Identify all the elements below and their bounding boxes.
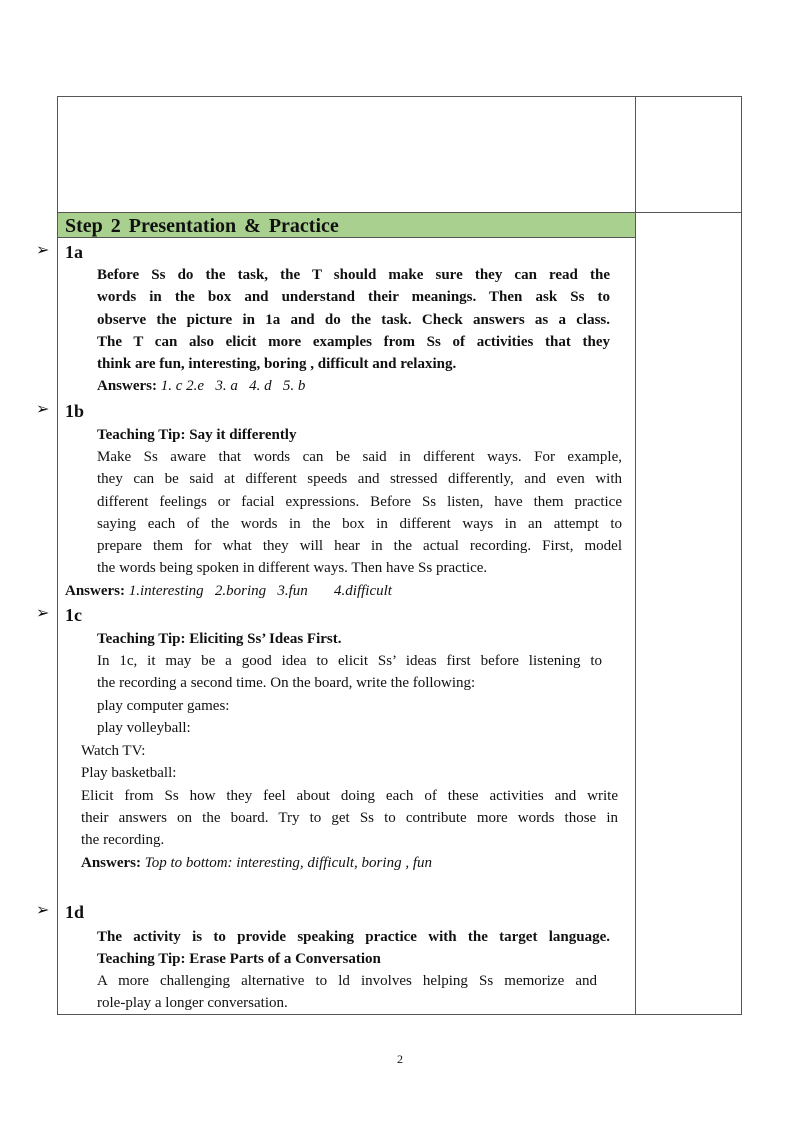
section-label-1d: 1d — [65, 902, 85, 922]
text-line: play computer games: — [97, 697, 230, 714]
section-1b-tip-title — [97, 424, 296, 446]
text-line: think are fun, interesting, boring , difficult and relaxing. — [97, 356, 457, 373]
section-label-1a: 1a — [65, 242, 83, 262]
table-column-divider — [635, 96, 636, 1015]
text-line: they can be said at different speeds and stressed differently, and even with — [97, 471, 622, 488]
text-line: observe the picture in 1a and do the task. Check answers as a class. — [97, 311, 610, 328]
section-label-1c: 1c — [65, 605, 82, 625]
answers-value: Top to bottom: interesting, difficult, boring , fun — [144, 855, 432, 871]
answers-label: Answers: — [65, 583, 125, 599]
section-1c-body — [81, 740, 618, 851]
section-1a-answers — [97, 375, 305, 397]
bullet-arrow-icon: ➢ — [36, 902, 50, 919]
answers-value: 1. c 2.e 3. a 4. d 5. b — [160, 378, 306, 394]
text-line: Elicit from Ss how they feel about doing each of these activities and write — [81, 787, 618, 804]
section-1d-body — [97, 970, 597, 1015]
tip-title: Teaching Tip: Eliciting Ss’ Ideas First. — [97, 631, 342, 647]
text-line: Watch TV: — [81, 743, 146, 759]
text-line: saying each of the words in the box in different ways in an attempt to — [97, 515, 622, 532]
text-line: the recording a second time. On the board, write the following: — [97, 675, 476, 692]
text-line: prepare them for what they will hear in the actual recording. First, model — [97, 538, 622, 555]
answers-label: Answers: — [97, 378, 157, 394]
tip-title: Teaching Tip: Erase Parts of a Conversation — [97, 951, 381, 968]
text-line: The T can also elicit more examples from Ss of activities that they — [97, 333, 610, 350]
page-number: 2 — [397, 1052, 403, 1066]
text-line: Play basketball: — [81, 765, 177, 782]
answers-value: 1.interesting 2.boring 3.fun 4.difficult — [128, 583, 392, 599]
step-title: Step 2 Presentation & Practice — [65, 215, 339, 237]
bullet-arrow-icon: ➢ — [36, 605, 50, 622]
text-line: the recording. — [81, 832, 165, 849]
text-line: In 1c, it may be a good idea to elicit Ss’ ideas first before listening to — [97, 653, 602, 669]
text-line: A more challenging alternative to ld involves helping Ss memorize and — [97, 973, 597, 989]
bullet-arrow-icon: ➢ — [36, 401, 50, 418]
section-1c-answers — [81, 852, 432, 874]
text-line: the words being spoken in different ways. Then have Ss practice. — [97, 560, 488, 577]
tip-title: Teaching Tip: Say it differently — [97, 427, 297, 443]
section-label-1b: 1b — [65, 401, 85, 421]
text-line: play volleyball: — [97, 719, 191, 736]
text-line: role-play a longer conversation. — [97, 995, 288, 1012]
text-line: words in the box and understand their meanings. Then ask Ss to — [97, 289, 610, 306]
section-1b-body — [97, 446, 622, 580]
section-1b-answers — [65, 580, 392, 602]
text-line: Before Ss do the task, the T should make sure they can read the — [97, 267, 610, 283]
answers-label: Answers: — [81, 855, 141, 871]
text-line: their answers on the board. Try to get Ss to contribute more words those in — [81, 809, 618, 826]
section-1d-intro — [97, 926, 610, 971]
section-1c-body-indented — [97, 650, 602, 739]
text-line: different feelings or facial expressions. Before Ss listen, have them practice — [97, 493, 622, 510]
text-line: The activity is to provide speaking practice with the target language. — [97, 929, 610, 945]
section-1c-tip-title — [97, 628, 342, 650]
bullet-arrow-icon: ➢ — [36, 242, 50, 259]
text-line: Make Ss aware that words can be said in different ways. For example, — [97, 449, 622, 465]
section-1a-body — [97, 264, 610, 375]
